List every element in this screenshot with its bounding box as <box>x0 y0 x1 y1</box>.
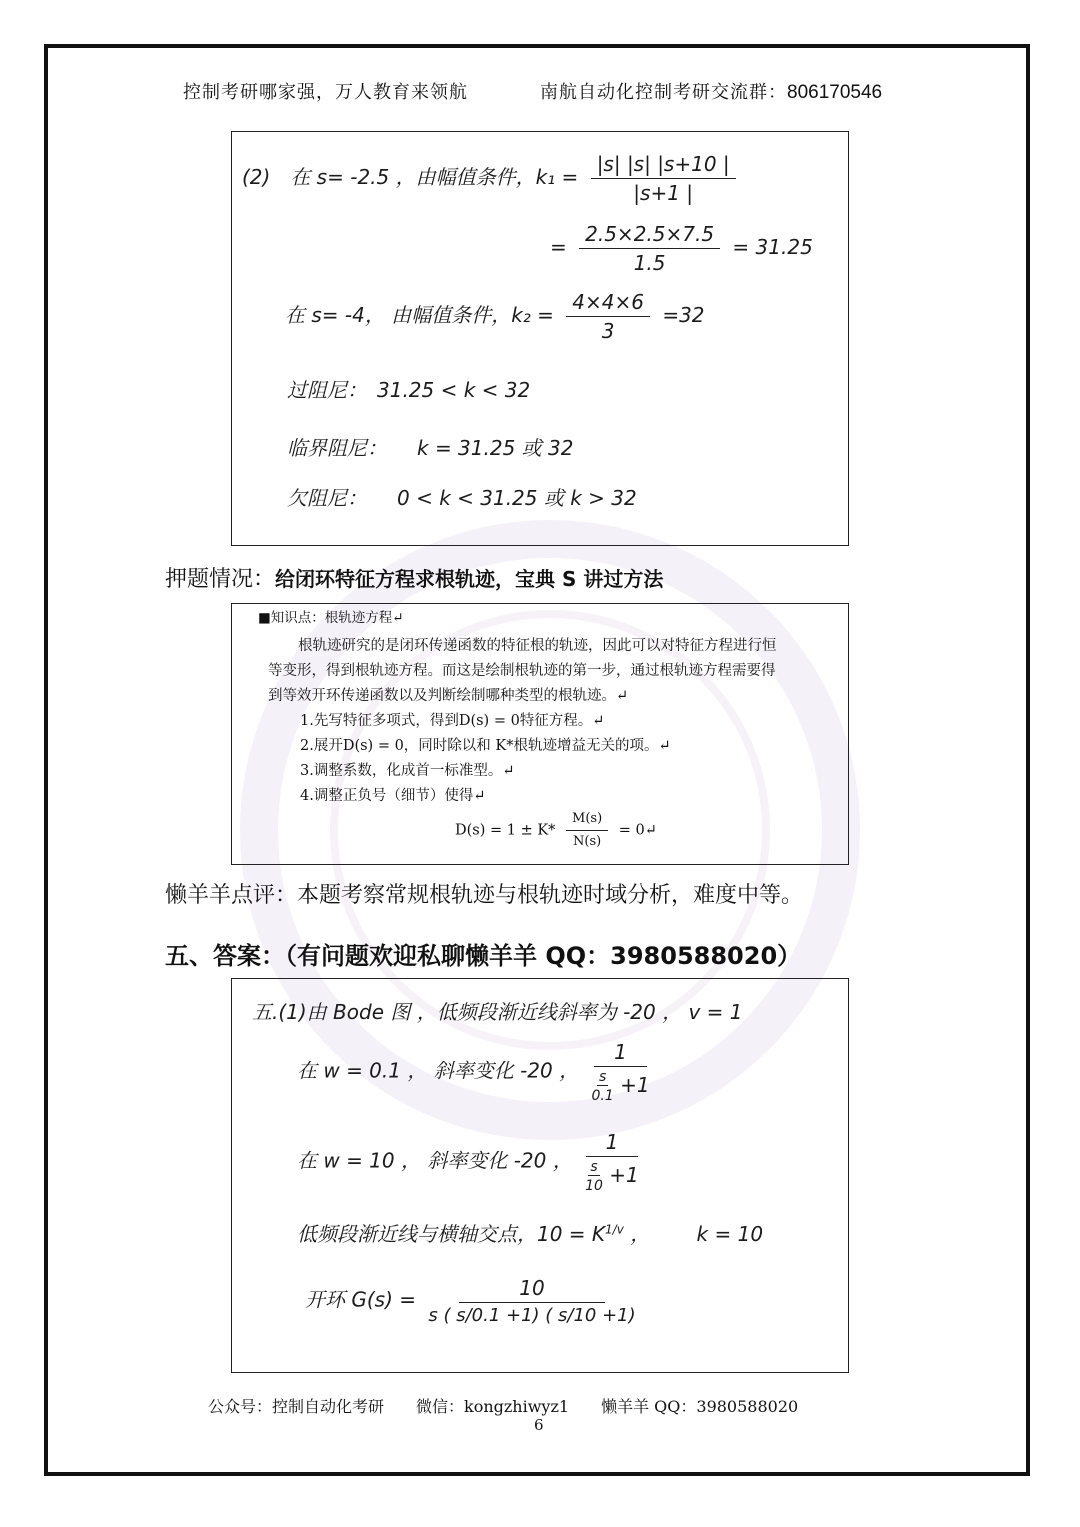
yati-label: 押题情况： <box>165 567 276 592</box>
yati-line <box>165 562 663 593</box>
knowledge-para-line3: 到等效开环传递函数以及判断绘制哪种类型的根轨迹。↵ <box>268 688 629 704</box>
box1-line3-denominator: 3 <box>601 319 615 343</box>
box1-line1-text: (2) 在 s= -2.5 ，由幅值条件，k₁ = <box>242 165 579 189</box>
box2-line4 <box>297 1218 763 1247</box>
knowledge-step3: 3.调整系数，化成首一标准型。↵ <box>300 763 515 779</box>
box1-line2-eq: = <box>550 235 567 259</box>
yati-text: 给闭环特征方程求根轨迹，宝典 S 讲过方法 <box>275 567 664 591</box>
knowledge-step2: 2.展开D(s) = 0，同时除以和 K*根轨迹增益无关的项。↵ <box>300 738 671 754</box>
box1-line3-numerator: 4×4×6 <box>566 290 650 317</box>
knowledge-para-line1: 根轨迹研究的是闭环传递函数的特征根的轨迹，因此可以对特征方程进行恒 <box>298 638 777 654</box>
formula-left: D(s) = 1 ± K* <box>455 822 556 839</box>
box1-line1 <box>242 152 742 205</box>
box2-line2-fraction <box>591 1040 649 1104</box>
box2-line3-inner-fraction <box>585 1159 603 1194</box>
box2-line3-fraction <box>585 1130 639 1194</box>
knowledge-step1: 1.先写特征多项式，得到D(s) = 0特征方程。↵ <box>300 713 605 729</box>
box2-line3-inner-top: s <box>590 1159 598 1175</box>
header-group-number: 806170546 <box>787 82 883 103</box>
box2-line4-k: k = 10 <box>696 1222 764 1246</box>
box2-line3-text: 在 w = 10 ， 斜率变化 -20 ， <box>297 1148 573 1173</box>
box2-line5-numerator: 10 <box>459 1276 604 1303</box>
box1-line3-result: =32 <box>662 303 705 327</box>
box1-line2 <box>550 222 813 275</box>
box1-line3 <box>285 290 705 343</box>
box2-line2-inner-fraction <box>591 1069 613 1104</box>
formula-denominator: N(s) <box>573 834 602 849</box>
box1-line2-fraction <box>579 222 720 275</box>
box1-critical: 临界阻尼： k = 31.25 或 32 <box>287 436 574 460</box>
formula-fraction <box>566 810 608 851</box>
box2-line2-numerator: 1 <box>594 1040 647 1067</box>
knowledge-para-line2: 等变形，得到根轨迹方程。而这是绘制根轨迹的第一步，通过根轨迹方程需要得 <box>268 663 776 679</box>
box2-line3-numerator: 1 <box>586 1130 639 1157</box>
box1-line1-denominator: |s+1 | <box>633 181 694 205</box>
header-right <box>540 78 882 104</box>
section5-title: 五、答案：（有问题欢迎私聊懒羊羊 QQ：3980588020） <box>165 942 802 970</box>
box2-line3 <box>297 1130 645 1194</box>
box1-underdamped: 欠阻尼： 0 < k < 31.25 或 k > 32 <box>287 486 637 510</box>
comment-line: 懒羊羊点评：本题考察常规根轨迹与根轨迹时域分析，难度中等。 <box>165 883 804 908</box>
box2-line3-plus: +1 <box>609 1163 639 1187</box>
box2-line5-fraction <box>428 1276 635 1326</box>
box2-line2-plus: +1 <box>620 1073 650 1097</box>
box2-line4-text: 低频段渐近线与横轴交点，10 = K <box>297 1222 606 1246</box>
box2-line5 <box>305 1276 642 1326</box>
box2-line2-inner-bottom: 0.1 <box>591 1088 614 1104</box>
box1-overdamped: 过阻尼： 31.25 < k < 32 <box>287 378 531 402</box>
box1-line3-text: 在 s= -4， 由幅值条件，k₂ = <box>285 303 554 327</box>
footer-info: 公众号：控制自动化考研 微信：kongzhiwyz1 懒羊羊 QQ：3980588020 <box>208 1397 799 1416</box>
box1-line2-denominator: 1.5 <box>633 251 666 275</box>
page-number: 6 <box>534 1416 544 1434</box>
header-left: 控制考研哪家强，万人教育来领航 <box>183 82 468 103</box>
box1-line1-fraction <box>591 152 736 205</box>
knowledge-title: ■知识点：根轨迹方程↵ <box>258 610 404 626</box>
box2-line2 <box>297 1040 656 1104</box>
knowledge-step4: 4.调整正负号（细节）使得↵ <box>300 788 486 804</box>
box2-line4-comma: ， <box>630 1222 651 1246</box>
box2-line2-inner-top: s <box>598 1069 607 1085</box>
box2-line2-denominator <box>591 1067 649 1104</box>
box1-line2-result: = 31.25 <box>732 235 813 259</box>
formula-right: = 0↵ <box>618 822 657 839</box>
knowledge-formula <box>455 810 657 851</box>
box1-line2-numerator: 2.5×2.5×7.5 <box>579 222 720 249</box>
formula-numerator: M(s) <box>566 810 608 831</box>
box2-line4-exponent: 1/v <box>605 1222 624 1237</box>
box2-line5-denominator: s ( s/0.1 +1) ( s/10 +1) <box>428 1305 636 1326</box>
box2-line3-inner-bottom: 10 <box>585 1178 603 1194</box>
box2-line5-text: 开环 G(s) = <box>305 1287 416 1312</box>
box2-line2-text: 在 w = 0.1 ， 斜率变化 -20 ， <box>297 1058 580 1083</box>
box2-line3-denominator <box>585 1157 639 1194</box>
box1-line1-numerator: |s| |s| |s+10 | <box>591 152 736 179</box>
box1-line3-fraction <box>566 290 650 343</box>
box2-line1: 五.(1)由 Bode 图 ，低频段渐近线斜率为 -20 ， v = 1 <box>252 1000 743 1024</box>
header-right-label: 南航自动化控制考研交流群： <box>540 82 787 103</box>
